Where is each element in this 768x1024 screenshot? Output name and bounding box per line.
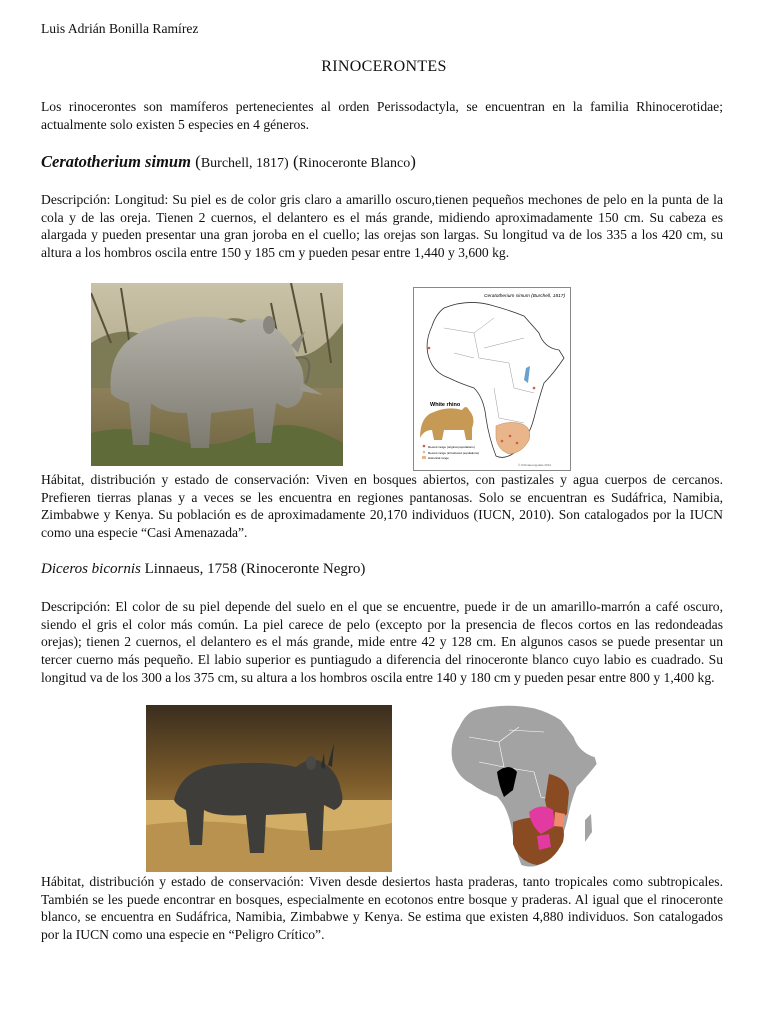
white-rhino-range-map (413, 287, 571, 471)
species2-description: Descripción: El color de su piel depende del suelo en el que se encuentre, puede ir de un amarillo-marrón a café oscuro, siendo el gris el color más común. La piel carece de pelo (excepto por la presencia de flecos cortos en las redondeadas orejas); tienen 2 cuernos, el delantero es el más grande, mide entre 42 y 128 cm. En algunos casos se puede presentar un tercer cuerno más pequeño. El labio superior es puntiagudo a diferencia del rinoceronte blanco cuyo labio es cuadrado. Su longitud va de los 300 a los 375 cm, su altura a los hombros oscila entre 140 y 180 cm y pueden pesar entre 800 y 1,400 kg. (41, 599, 723, 685)
document-title: RINOCERONTES (321, 58, 447, 75)
white-rhino-photo (91, 283, 343, 466)
map-legend-item: Historical range (428, 456, 449, 460)
species1-description: Descripción: Longitud: Su piel es de color gris claro a amarillo oscuro,tienen pequeños mechones de pelo en la punta de la cola y de las oreja. Tienen 2 cuernos, el delantero es el más grande, midiendo aproximadamente 150 cm. Su cabeza es alargada y pueden presentar una gran joroba en el cuello; las orejas son largas. Su longitud va de los 335 a los 420 cm, su altura a los hombros oscila entre 150 y 185 cm y pueden pesar entre 1,440 y 3,600 kg. (41, 192, 723, 261)
black-rhino-range-map (449, 702, 599, 870)
species2-heading (41, 561, 365, 578)
map-credit: © Ultimateungulate 2012 (518, 463, 552, 467)
species1-scientific-name: Ceratotherium simum (41, 152, 191, 171)
species2-authority-common: Linnaeus, 1758 (Rinoceronte Negro) (140, 561, 366, 577)
species2-habitat: Hábitat, distribución y estado de conservación: Viven desde desiertos hasta praderas, tanto tropicales como subtropicales. También se les puede encontrar en bosques, especialmente en ecotonos entre bosque y praderas. Al igual que el rinoceronte blanco, se encuentra en Sudáfrica, Namibia, Zimbabwe y Kenya. Se estima que existen 4,880 individuos. Son catalogados por la IUCN como una especie en “Peligro Crítico”. (41, 874, 723, 943)
intro-paragraph: Los rinocerontes son mamíferos pertenecientes al orden Perissodactyla, se encuentran en la familia Rhinocerotidae; actualmente solo existen 5 especies en 4 géneros. (41, 99, 723, 132)
species1-habitat: Hábitat, distribución y estado de conservación: Viven en bosques abiertos, con pastizales y agua cuerpos de cercanos. Prefieren tierras planas y a veces se les encuentra en regiones pantanosas. Solo se encuentran es Sudáfrica, Namibia, Zimbabwe y Kenya. Su población es de aproximadamente 20,170 individuos (IUCN, 2010). Son catalogados por la IUCN como una especie “Casi Amenazada”. (41, 472, 723, 541)
black-rhino-photo (146, 705, 392, 872)
species1-authority: Burchell, 1817) (200, 156, 289, 171)
author-name: Luis Adrián Bonilla Ramírez (41, 21, 199, 36)
map-legend-item: Recent range (original populations) (428, 445, 475, 449)
species2-scientific-name: Diceros bicornis (41, 561, 141, 577)
white-rhino-map-title: Ceratotherium simum (Burchell, 1817) (484, 294, 566, 299)
white-rhino-map-label: White rhino (430, 402, 461, 408)
map-legend-item: Recent range (introduced populations) (428, 451, 480, 455)
species1-common-name: Rinoceronte Blanco (298, 156, 411, 171)
species1-heading: Ceratotherium simum (Burchell, 1817) (Rinoceronte Blanco) (41, 152, 416, 171)
